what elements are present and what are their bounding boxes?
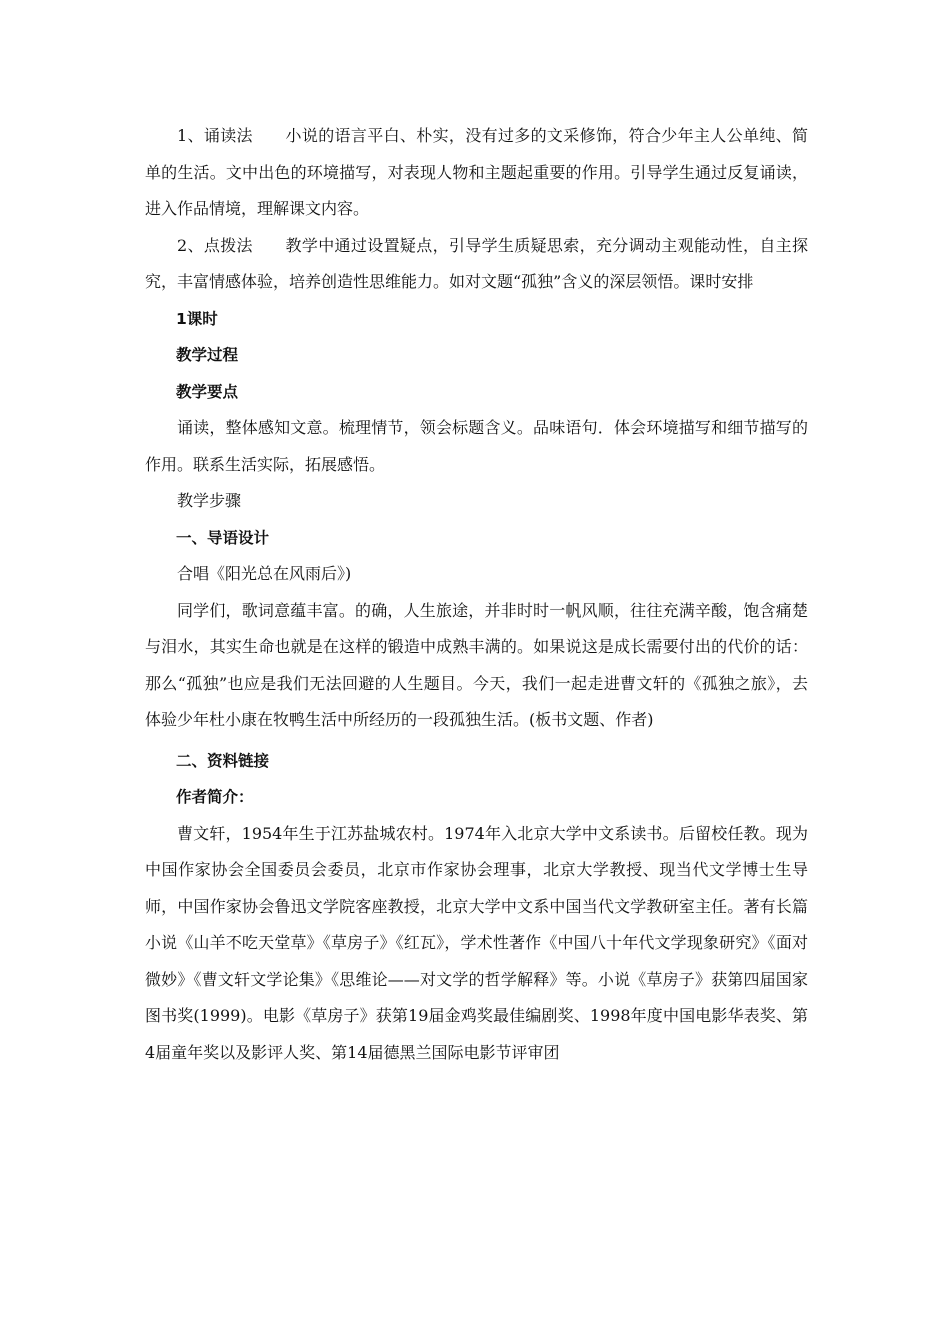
document-body bbox=[145, 118, 808, 1071]
heading-teaching-keypoints: 教学要点 bbox=[176, 382, 239, 401]
heading-lesson-hours: 1课时 bbox=[176, 309, 218, 328]
paragraph-introduction: 同学们，歌词意蕴丰富。的确，人生旅途，并非时时一帆风顺，往往充满辛酸，饱含痛楚与泪水，其实生命也就是在这样的锻造中成熟丰满的。如果说这是成长需要付出的代价的话：那么“孤独”也应是我们无法回避的人生题目。今天，我们一起走进曹文轩的《孤独之旅》，去体验少年杜小康在牧鸭生活中所经历的一段孤独生活。(板书文题、作者) bbox=[145, 600, 808, 729]
paragraph-keypoints: 诵读，整体感知文意。梳理情节，领会标题含义。品味语句．体会环境描写和细节描写的作用。联系生活实际，拓展感悟。 bbox=[145, 418, 808, 474]
heading-teaching-process: 教学过程 bbox=[176, 346, 239, 364]
paragraph-guidance-method: 2、点拨法 教学中通过设置疑点，引导学生质疑思索，充分调动主观能动性，自主探究，丰富情感体验，培养创造性思维能力。如对文题“孤独”含义的深层领悟。课时安排 bbox=[145, 235, 808, 291]
paragraph-sing-song: 合唱《阳光总在风雨后》) bbox=[177, 564, 352, 583]
paragraph-author-profile: 曹文轩，1954年生于江苏盐城农村。1974年入北京大学中文系读书。后留校任教。现为中国作家协会全国委员会委员，北京市作家协会理事，北京大学教授、现当代文学博士生导师，中国作家协会鲁迅文学院客座教授，北京大学中文系中国当代文学教研室主任。著有长篇小说《山羊不吃天堂草》《草房子》《红瓦》，学术性著作《中国八十年代文学现象研究》《面对微妙》《曹文轩文学论集》《思维论——对文学的哲学解释》等。小说《草房子》获第四届国家图书奖(1999)。电影《草房子》获第19届金鸡奖最佳编剧奖、1998年度中国电影华表奖、第4届童年奖以及影评人奖、第14届德黑兰国际电影节评审团 bbox=[145, 823, 808, 1062]
paragraph-teaching-steps: 教学步骤 bbox=[177, 491, 242, 510]
heading-author-profile: 作者简介： bbox=[176, 788, 254, 806]
heading-reference-materials: 二、资料链接 bbox=[176, 751, 270, 770]
paragraph-recitation-method: 1、诵读法 小说的语言平白、朴实，没有过多的文采修饰，符合少年主人公单纯、简单的生活。文中出色的环境描写，对表现人物和主题起重要的作用。引导学生通过反复诵读，进入作品情境，理解课文内容。 bbox=[145, 126, 808, 218]
heading-introduction-design: 一、导语设计 bbox=[176, 528, 270, 547]
